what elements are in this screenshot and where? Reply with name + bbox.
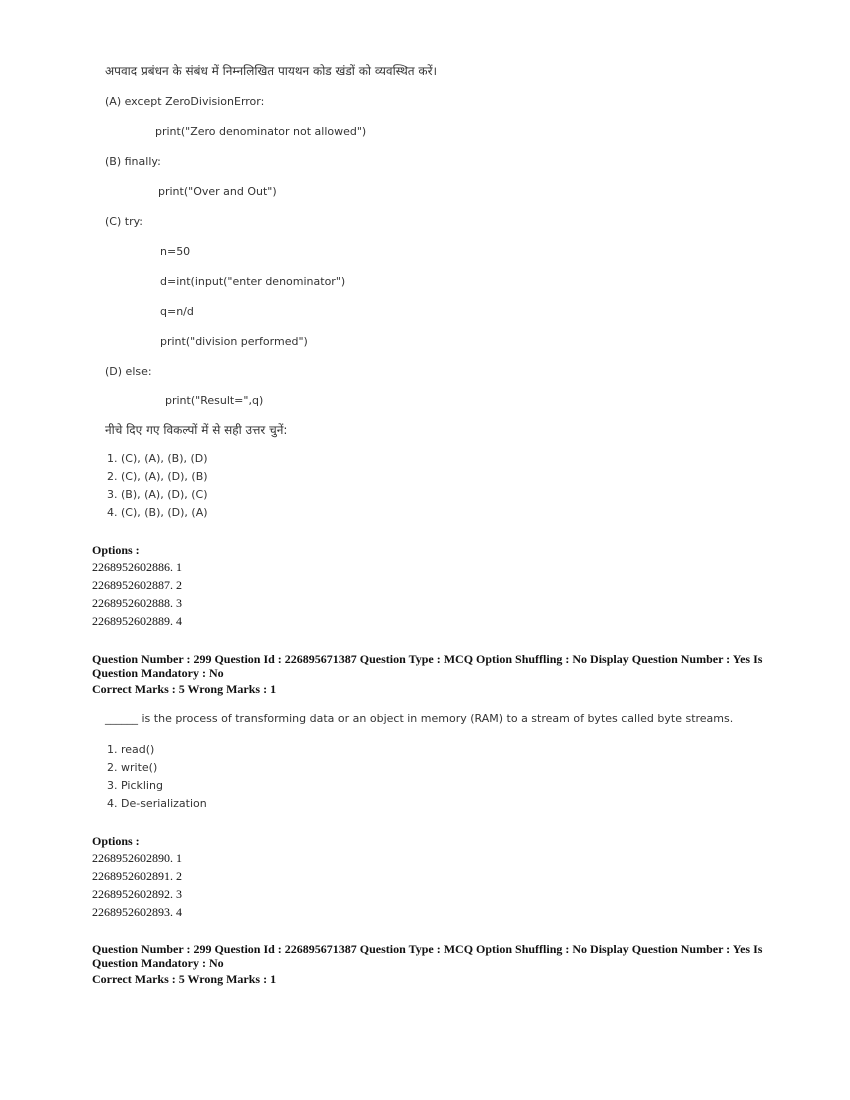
question-body: is the process of transforming data or an object in memory (RAM) to a stream of bytes called byte streams.	[138, 712, 734, 725]
option-id-1: 2268952602886. 1	[92, 560, 182, 574]
code-block-c-line-1: n=50	[160, 245, 191, 258]
code-block-b-line: print("Over and Out")	[158, 185, 277, 198]
code-block-a-line: print("Zero denominator not allowed")	[155, 125, 367, 138]
option-id-1: 2268952602890. 1	[92, 851, 182, 865]
marks-info: Correct Marks : 5 Wrong Marks : 1	[92, 972, 277, 986]
question-meta: Question Number : 299 Question Id : 226895671387 Question Type : MCQ Option Shuffling : No Display Question Number : Yes Is Question Mandatory : No	[92, 652, 763, 680]
code-block-c-header: (C) try:	[105, 215, 144, 228]
option-id-2: 2268952602887. 2	[92, 578, 182, 592]
code-block-a-header: (A) except ZeroDivisionError:	[105, 95, 265, 108]
marks-info: Correct Marks : 5 Wrong Marks : 1	[92, 682, 277, 696]
code-block-d-line: print("Result=",q)	[165, 394, 264, 407]
code-block-d-header: (D) else:	[105, 365, 152, 378]
answer-choice-1: 1. read()	[107, 743, 155, 756]
option-id-3: 2268952602892. 3	[92, 887, 182, 901]
option-id-3: 2268952602888. 3	[92, 596, 182, 610]
question-meta: Question Number : 299 Question Id : 226895671387 Question Type : MCQ Option Shuffling : No Display Question Number : Yes Is Question Mandatory : No	[92, 942, 763, 970]
answer-choice-4: 4. (C), (B), (D), (A)	[107, 506, 208, 519]
question-hindi-prompt: अपवाद प्रबंधन के संबंध में निम्नलिखित पायथन कोड खंडों को व्यवस्थित करें।	[105, 64, 438, 78]
code-block-c-line-3: q=n/d	[160, 305, 194, 318]
options-label: Options :	[92, 543, 140, 557]
option-id-4: 2268952602889. 4	[92, 614, 182, 628]
code-block-c-line-4: print("division performed")	[160, 335, 308, 348]
answer-choice-2: 2. write()	[107, 761, 158, 774]
answer-choice-1: 1. (C), (A), (B), (D)	[107, 452, 208, 465]
code-block-b-header: (B) finally:	[105, 155, 161, 168]
code-block-c-line-2: d=int(input("enter denominator")	[160, 275, 346, 288]
question-text	[105, 712, 733, 725]
question-hindi-instruction: नीचे दिए गए विकल्पों में से सही उत्तर चुनें:	[105, 423, 288, 437]
answer-choice-4: 4. De-serialization	[107, 797, 207, 810]
question-blank: ______	[105, 712, 138, 725]
answer-choice-3: 3. (B), (A), (D), (C)	[107, 488, 208, 501]
option-id-2: 2268952602891. 2	[92, 869, 182, 883]
options-label: Options :	[92, 834, 140, 848]
option-id-4: 2268952602893. 4	[92, 905, 182, 919]
answer-choice-3: 3. Pickling	[107, 779, 163, 792]
answer-choice-2: 2. (C), (A), (D), (B)	[107, 470, 208, 483]
